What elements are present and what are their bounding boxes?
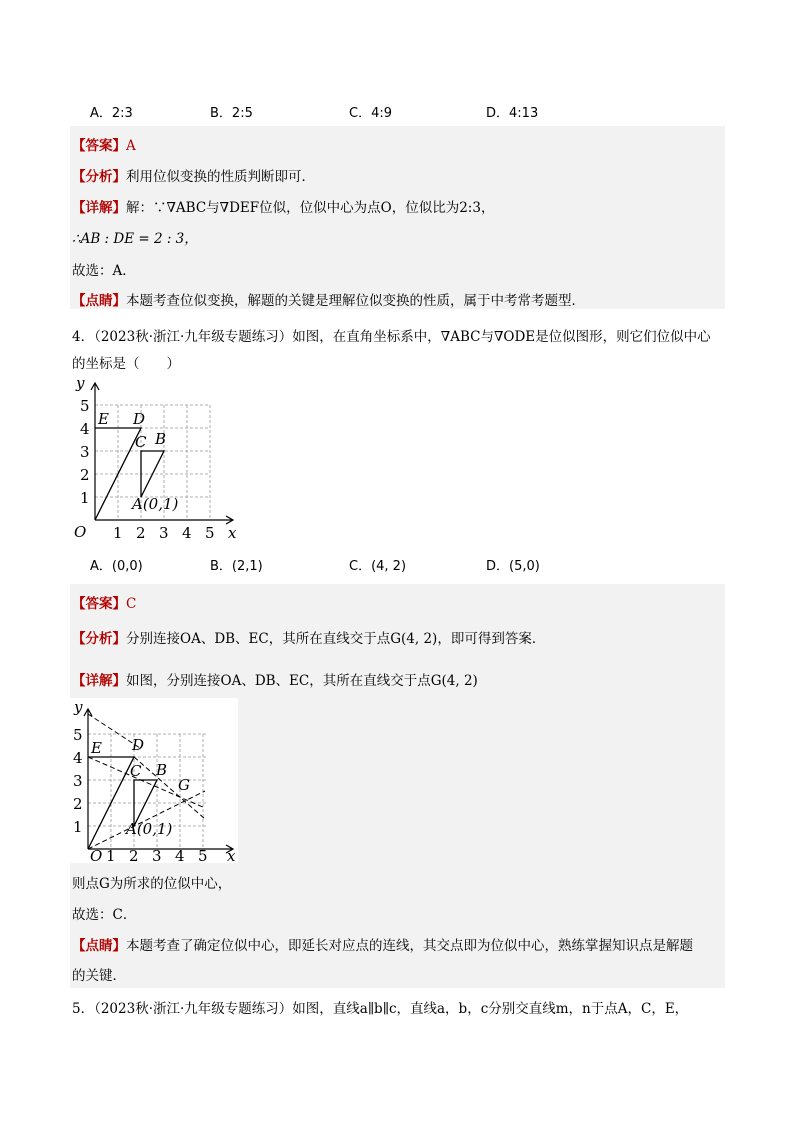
label-x: x bbox=[228, 524, 237, 542]
svg-text:3: 3 bbox=[152, 847, 162, 863]
svg-text:2: 2 bbox=[73, 795, 83, 813]
label-o: O bbox=[74, 523, 87, 541]
svg-text:A(0,1): A(0,1) bbox=[126, 820, 173, 838]
svg-text:4: 4 bbox=[182, 524, 192, 542]
svg-text:2: 2 bbox=[80, 466, 90, 484]
q3-option-b: B．2:5 bbox=[210, 106, 253, 121]
q4-detail-conclusion: 则点G为所求的位似中心， bbox=[72, 876, 232, 892]
q4-coordinate-figure bbox=[60, 372, 245, 544]
svg-text:D: D bbox=[132, 736, 145, 754]
svg-text:2: 2 bbox=[129, 847, 139, 863]
label-a: A(0,1) bbox=[132, 495, 179, 513]
svg-text:5: 5 bbox=[80, 397, 90, 415]
svg-text:4: 4 bbox=[80, 420, 90, 438]
q4-comment: 【点睛】本题考查了确定位似中心，即延长对应点的连线，其交点即为位似中心，熟练掌握知识点是解题 bbox=[72, 938, 693, 954]
label-e: E bbox=[98, 410, 109, 428]
q3-solution-block bbox=[70, 126, 725, 309]
svg-text:1: 1 bbox=[73, 818, 83, 836]
q3-option-c: C．4:9 bbox=[349, 106, 392, 121]
q5-stem: 5．（2023秋·浙江·九年级专题练习）如图，直线a∥b∥c，直线a，b，c分别交直线m，n于点A，C，E， bbox=[72, 1001, 689, 1017]
q3-comment: 【点睛】本题考查位似变换，解题的关键是理解位似变换的性质，属于中考常考题型． bbox=[72, 293, 585, 309]
q3-detail-ratio: ∴AB : DE = 2 : 3， bbox=[72, 231, 198, 247]
q4-detail: 【详解】如图，分别连接OA、DB、EC，其所在直线交于点G(4, 2) bbox=[72, 673, 478, 689]
q3-option-d: D．4:13 bbox=[486, 106, 539, 121]
q4-comment-line2: 的关键． bbox=[72, 968, 126, 984]
svg-text:3: 3 bbox=[159, 524, 169, 542]
svg-text:5: 5 bbox=[198, 847, 208, 863]
q4-stem-line1: 4．（2023秋·浙江·九年级专题练习）如图，在直角坐标系中，∇ABC与∇ODE是位似图形，则它们位似中心 bbox=[72, 329, 711, 345]
q4-answer: 【答案】C bbox=[72, 596, 137, 612]
q4-option-b: B．(2,1) bbox=[210, 559, 263, 574]
label-g: G bbox=[178, 776, 190, 794]
label-b: B bbox=[155, 430, 167, 448]
q4-analysis: 【分析】分别连接OA、DB、EC，其所在直线交于点G(4, 2)，即可得到答案． bbox=[72, 631, 546, 647]
svg-text:5: 5 bbox=[73, 726, 83, 744]
svg-text:1: 1 bbox=[113, 524, 123, 542]
q4-option-a: A．(0,0) bbox=[90, 559, 143, 574]
svg-text:2: 2 bbox=[136, 524, 146, 542]
svg-text:1: 1 bbox=[106, 847, 116, 863]
svg-text:O: O bbox=[90, 847, 103, 863]
svg-text:y: y bbox=[74, 698, 83, 716]
label-y: y bbox=[76, 374, 85, 392]
svg-text:x: x bbox=[227, 847, 236, 863]
label-c: C bbox=[135, 433, 147, 451]
svg-text:4: 4 bbox=[73, 749, 83, 767]
svg-text:B: B bbox=[156, 761, 168, 779]
svg-text:3: 3 bbox=[73, 772, 83, 790]
q3-option-a: A．2:3 bbox=[90, 106, 133, 121]
q3-detail: 【详解】解：∵∇ABC与∇DEF位似，位似中心为点O，位似比为2:3， bbox=[72, 200, 495, 216]
svg-text:5: 5 bbox=[205, 524, 215, 542]
q4-option-c: C．(4, 2) bbox=[349, 559, 407, 574]
q3-analysis: 【分析】利用位似变换的性质判断即可． bbox=[72, 169, 315, 185]
q3-detail-choice: 故选：A． bbox=[72, 263, 136, 279]
svg-text:3: 3 bbox=[80, 443, 90, 461]
q3-answer: 【答案】A bbox=[72, 138, 136, 154]
q4-option-d: D．(5,0) bbox=[486, 559, 540, 574]
q4-detail-choice: 故选：C． bbox=[72, 907, 137, 923]
svg-text:4: 4 bbox=[175, 847, 185, 863]
svg-text:E: E bbox=[91, 739, 102, 757]
label-d: D bbox=[133, 410, 146, 428]
q4-stem-line2: 的坐标是（ ） bbox=[72, 356, 180, 372]
q4-solution-figure bbox=[70, 698, 238, 863]
svg-text:1: 1 bbox=[80, 489, 90, 507]
svg-text:C: C bbox=[130, 762, 142, 780]
